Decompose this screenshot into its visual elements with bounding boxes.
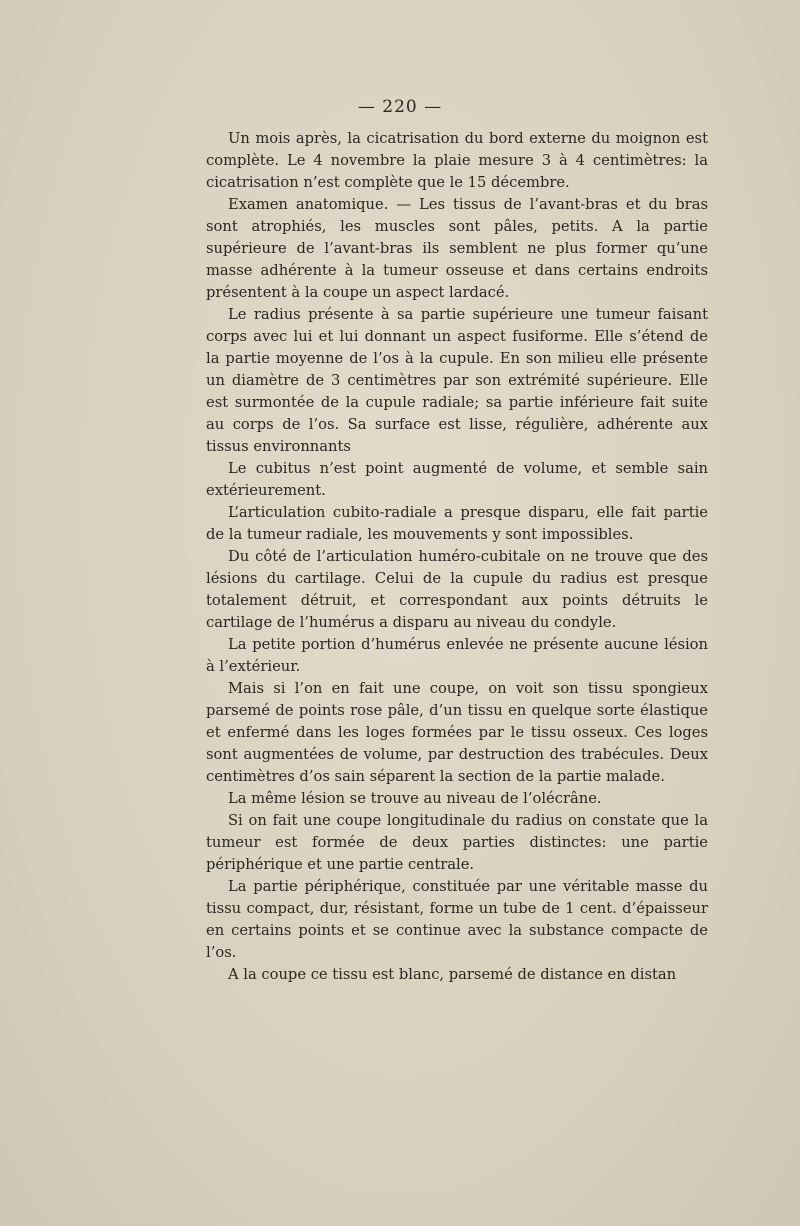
paragraph: Mais si l’on en fait une coupe, on voit son tissu spongieux parsemé de points rose pâle, d’un tissu en quelque sorte élastique et enfermé dans les loges formées par le tissu osseux. Ces loges sont augmentées de volume, par destruction des trabécules. Deux centimètres d’os sain séparent la section de la partie malade. xyxy=(206,680,708,785)
body-text xyxy=(206,128,708,986)
paragraph: Si on fait une coupe longitudinale du radius on constate que la tumeur est formée de deux parties distinctes: une partie périphérique et une partie centrale. xyxy=(206,812,708,873)
paragraph: Du côté de l’articulation huméro-cubitale on ne trouve que des lésions du cartilage. Celui de la cupule du radius est presque totalement détruit, et correspondant aux points détruits le cartilage de l’humérus a disparu au niveau du condyle. xyxy=(206,548,708,631)
paragraph: Le cubitus n’est point augmenté de volume, et semble sain extérieurement. xyxy=(206,460,708,499)
paragraph: La partie périphérique, constituée par une véritable masse du tissu compact, dur, résistant, forme un tube de 1 cent. d’épaisseur en certains points et se continue avec la substance compacte de l’os. xyxy=(206,878,708,961)
paragraph: A la coupe ce tissu est blanc, parsemé de distance en distan xyxy=(228,966,677,983)
paragraph: La même lésion se trouve au niveau de l’olécrâne. xyxy=(228,790,602,807)
paragraph: La petite portion d’humérus enlevée ne présente aucune lésion à l’extérieur. xyxy=(206,636,708,675)
paragraph: Un mois après, la cicatrisation du bord externe du moignon est complète. Le 4 novembre la plaie mesure 3 à 4 centimètres: la cicatrisation n’est complète que le 15 décembre. xyxy=(206,130,708,191)
paragraph: L’articulation cubito-radiale a presque disparu, elle fait partie de la tumeur radiale, les mouvements y sont impossibles. xyxy=(206,504,708,543)
paragraph: Examen anatomique. — Les tissus de l’avant-bras et du bras sont atrophiés, les muscles sont pâles, petits. A la partie supérieure de l’avant-bras ils semblent ne plus former qu’une masse adhérente à la tumeur osseuse et dans certains endroits présentent à la coupe un aspect lardacé. xyxy=(206,196,708,301)
page-header: — 220 — xyxy=(357,97,443,117)
paragraph: Le radius présente à sa partie supérieure une tumeur faisant corps avec lui et lui donnant un aspect fusiforme. Elle s’étend de la partie moyenne de l’os à la cupule. En son milieu elle présente un diamètre de 3 centimètres par son extrémité supérieure. Elle est surmontée de la cupule radiale; sa partie inférieure fait suite au corps de l’os. Sa surface est lisse, régulière, adhérente aux tissus environnants xyxy=(206,306,708,455)
